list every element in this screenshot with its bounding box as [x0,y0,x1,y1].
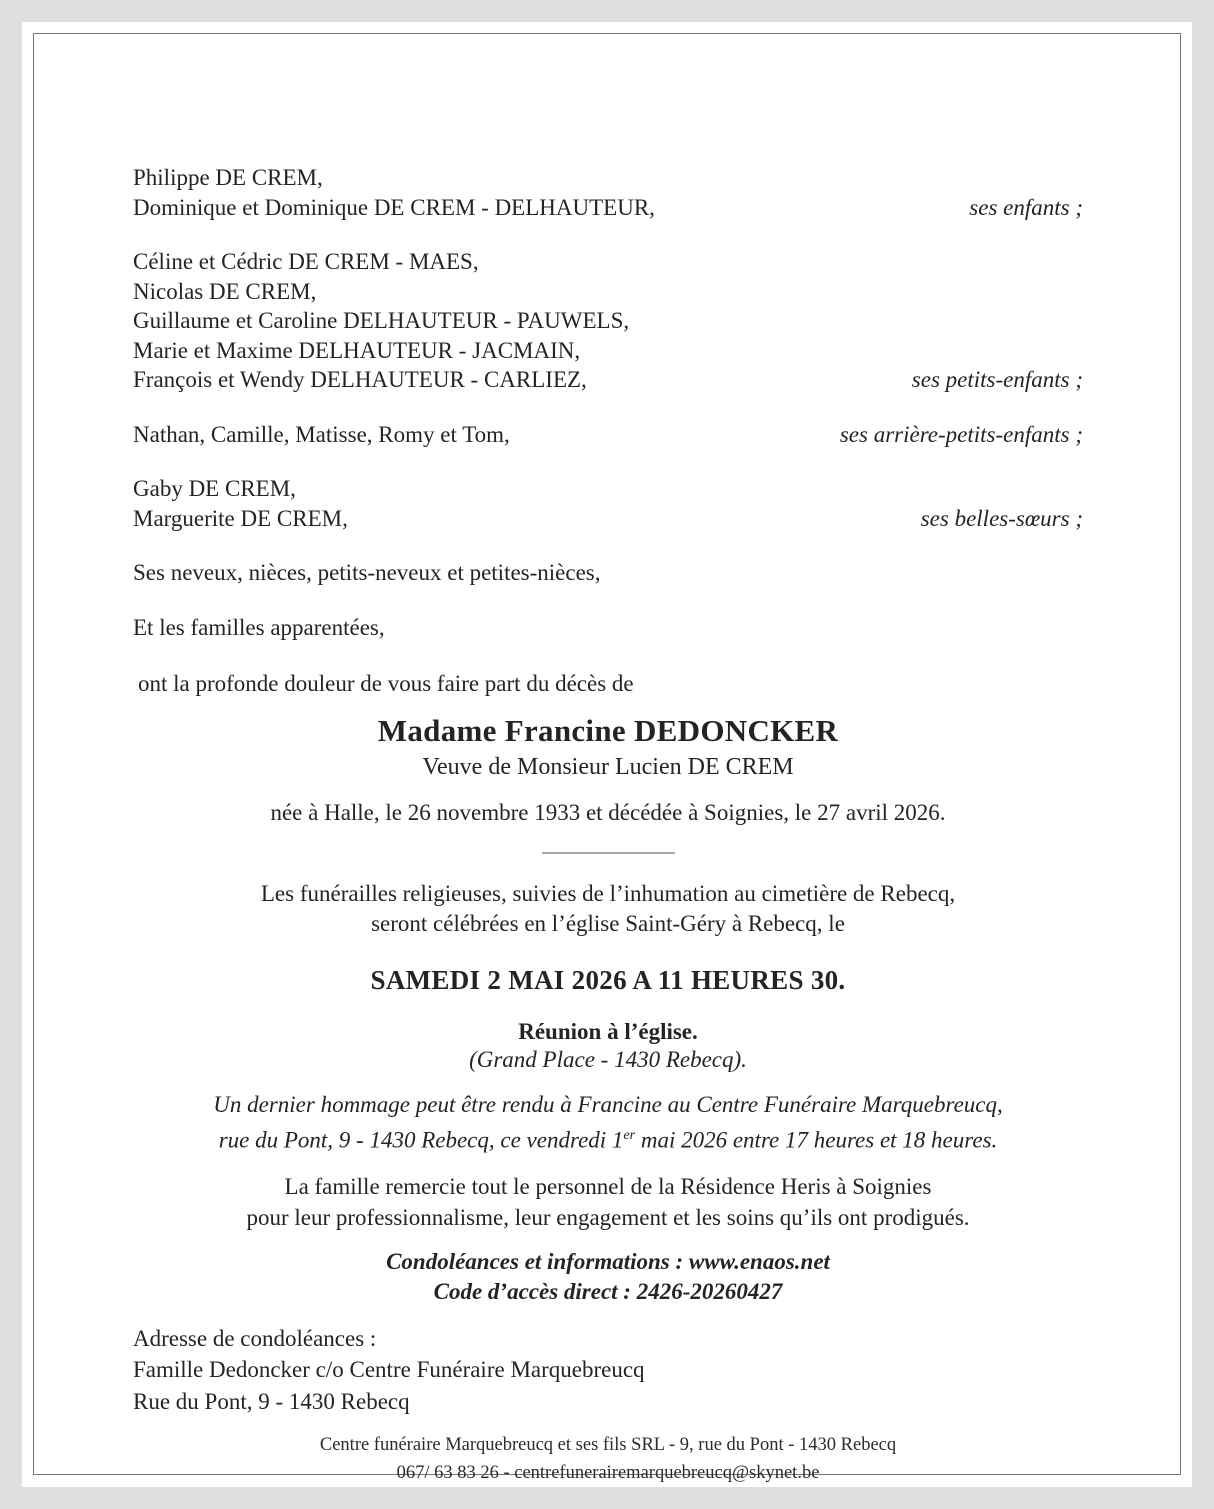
tribute-paragraph [133,1089,1083,1156]
family-row [133,504,1083,534]
family-group [133,420,1083,450]
family-row [133,420,1083,450]
family-member-name: Philippe DE CREM, [133,165,323,190]
family-member-name: Et les familles apparentées, [133,614,385,640]
family-row [133,336,1083,366]
meeting-line: Réunion à l’église. [518,1019,698,1044]
condolences-website-line: Condoléances et informations : www.enaos.net [386,1248,830,1274]
page-content [22,22,1192,1487]
condolence-address-block [133,1323,1083,1418]
family-list [133,163,1083,642]
deceased-subtitle: Veuve de Monsieur Lucien DE CREM [422,754,794,780]
family-row [133,163,1083,193]
family-member-name: Céline et Cédric DE CREM - MAES, [133,249,479,274]
family-row [133,247,1083,277]
address-label: Adresse de condoléances : [133,1325,377,1351]
ceremony-paragraph [133,879,1083,939]
family-relation-label: ses enfants ; [969,194,1083,220]
tribute-line-2-part-2: mai 2026 entre 17 heures et 18 heures. [635,1127,998,1153]
family-member-name: Marie et Maxime DELHAUTEUR - JACMAIN, [133,337,581,363]
birth-death-line: née à Halle, le 26 novembre 1933 et décédée à Soignies, le 27 avril 2026. [270,800,946,825]
family-member-name: Marguerite DE CREM, [133,505,348,531]
deceased-name: Madame Francine DEDONCKER [377,713,839,748]
thanks-paragraph [133,1171,1083,1233]
family-member-name: Gaby DE CREM, [133,476,296,501]
family-row [133,306,1083,336]
ceremony-line-2: seront célébrées en l’église Saint-Géry à Rebecq, le [371,911,845,936]
family-row [133,613,1083,643]
family-group [133,247,1083,395]
section-divider [542,852,675,854]
family-group [133,163,1083,222]
thanks-line-2: pour leur professionnalisme, leur engagement et les soins qu’ils ont prodigués. [246,1204,970,1230]
family-group [133,613,1083,643]
announcement-intro: ont la profonde douleur de vous faire part du décès de [138,671,634,696]
family-member-name: Nicolas DE CREM, [133,278,317,304]
thanks-line-1: La famille remercie tout le personnel de la Résidence Heris à Soignies [284,1173,932,1199]
family-member-name: Nathan, Camille, Matisse, Romy et Tom, [133,421,510,447]
family-row [133,474,1083,504]
tribute-line-2-part-1: rue du Pont, 9 - 1430 Rebecq, ce vendredi 1 [218,1127,624,1153]
tribute-line-1: Un dernier hommage peut être rendu à Francine au Centre Funéraire Marquebreucq, [213,1092,1003,1117]
address-line-1: Famille Dedoncker c/o Centre Funéraire Marquebreucq [133,1357,645,1383]
family-relation-label: ses belles-sœurs ; [920,505,1083,531]
family-row [133,277,1083,307]
family-group [133,558,1083,588]
address-line-2: Rue du Pont, 9 - 1430 Rebecq [133,1388,410,1414]
family-row [133,365,1083,395]
ceremony-line-1: Les funérailles religieuses, suivies de l’inhumation au cimetière de Rebecq, [260,881,956,906]
condolences-access-code-line: Code d’accès direct : 2426-20260427 [433,1278,783,1304]
tribute-ordinal-suffix: er [623,1128,636,1143]
condolences-info [133,1247,1083,1307]
family-relation-label: ses petits-enfants ; [911,367,1083,392]
funeral-datetime: SAMEDI 2 MAI 2026 A 11 HEURES 30. [370,965,846,995]
funeral-home-footer [133,1432,1083,1487]
family-member-name: Dominique et Dominique DE CREM - DELHAUTEUR, [133,194,655,220]
meeting-place: (Grand Place - 1430 Rebecq). [469,1047,747,1072]
footer-contact-line: 067/ 63 83 26 - centrefunerairemarquebreucq@skynet.be [396,1462,820,1483]
family-member-name: François et Wendy DELHAUTEUR - CARLIEZ, [133,367,587,392]
footer-address-line: Centre funéraire Marquebreucq et ses fils SRL - 9, rue du Pont - 1430 Rebecq [319,1435,897,1456]
family-group [133,474,1083,533]
family-member-name: Guillaume et Caroline DELHAUTEUR - PAUWELS, [133,308,630,333]
family-row [133,558,1083,588]
family-member-name: Ses neveux, nièces, petits-neveux et petites-nièces, [133,560,601,585]
family-relation-label: ses arrière-petits-enfants ; [839,421,1083,447]
family-row [133,193,1083,223]
obituary-page [22,22,1192,1487]
